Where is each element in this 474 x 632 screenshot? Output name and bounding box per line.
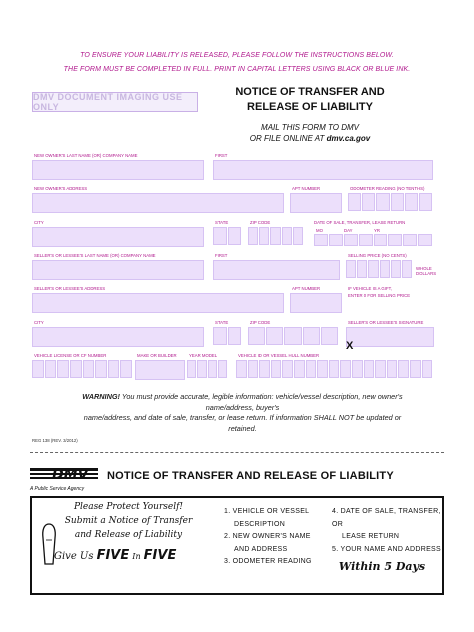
item-4b: LEASE RETURN	[342, 533, 400, 540]
seller-signature-field[interactable]	[346, 327, 434, 347]
warning-line-2: name/address, and date of sale, transfer, or lease return. If information SHALL NOT be updated or retained.	[83, 413, 402, 433]
plate-number-label: VEHICLE LICENSE OR CF NUMBER	[34, 353, 107, 358]
seller-name-label: SELLER'S OR LESSEE'S LAST NAME (OR) COMPANY NAME	[34, 253, 156, 258]
state-label-1: STATE	[215, 220, 229, 225]
submit-line-2: and Release of Liability	[74, 530, 183, 540]
item-5: 5. YOUR NAME AND ADDRESS	[332, 545, 441, 553]
new-owner-first-field[interactable]	[213, 160, 433, 180]
date-of-sale-label: DATE OF SALE, TRANSFER, LEASE RETURN	[314, 220, 406, 225]
dmv-imaging-stamp: DMV DOCUMENT IMAGING USE ONLY	[32, 92, 198, 112]
signature-x-mark: X	[346, 340, 354, 352]
seller-apt-field[interactable]	[290, 293, 342, 313]
new-owner-apt-field[interactable]	[290, 193, 342, 213]
gift-note-2: ENTER 0 FOR SELLING PRICE	[348, 293, 411, 298]
mail-prefix: OR FILE ONLINE AT	[249, 134, 325, 143]
zip-label-1: ZIP CODE	[250, 220, 271, 225]
give-us-text: Give Us	[54, 551, 94, 562]
first-name-label-1: FIRST	[215, 153, 228, 158]
dmv-logo	[30, 462, 98, 484]
give-us-five-line	[54, 548, 214, 563]
form-code: REG 138 (REV. 3/2012)	[32, 438, 78, 443]
mail-instructions-2	[230, 134, 390, 143]
date-yr-label: YR	[374, 228, 380, 233]
seller-zip-field[interactable]	[248, 327, 338, 345]
date-of-sale-field[interactable]	[314, 234, 432, 246]
seller-address-field[interactable]	[32, 293, 284, 313]
dmv-logo-text: DMV	[52, 467, 89, 483]
odometer-label: ODOMETER READING (NO TENTHS)	[350, 186, 425, 191]
odometer-field[interactable]	[348, 193, 432, 211]
within-five-days: Within 5 Days	[338, 560, 426, 573]
seller-name-field[interactable]	[32, 260, 204, 280]
warning-text	[70, 392, 415, 434]
new-owner-state-field[interactable]	[213, 227, 241, 245]
date-day-label: DAY	[344, 228, 353, 233]
new-owner-city-field[interactable]	[32, 227, 204, 247]
card-middle-list	[224, 506, 312, 569]
item-4a: 4. DATE OF SALE, TRANSFER, OR	[332, 508, 441, 528]
seller-first-field[interactable]	[213, 260, 340, 280]
tear-line	[30, 452, 444, 454]
instructions-line-2: THE FORM MUST BE COMPLETED IN FULL. PRINT IN CAPITAL LETTERS USING BLACK OR BLUE INK.	[63, 66, 411, 73]
city-label-1: CITY	[34, 220, 44, 225]
instructions-line-1: TO ENSURE YOUR LIABILITY IS RELEASED, PLEASE FOLLOW THE INSTRUCTIONS BELOW.	[80, 52, 394, 59]
year-model-label: YEAR MODEL	[189, 353, 218, 358]
stub-title: NOTICE OF TRANSFER AND RELEASE OF LIABILITY	[107, 470, 394, 482]
first-name-label-2: FIRST	[215, 253, 228, 258]
card-right-list	[332, 506, 442, 556]
apt-number-label-1: APT NUMBER	[292, 186, 321, 191]
form-title-line-2: RELEASE OF LIABILITY	[247, 101, 373, 113]
vin-field[interactable]	[236, 360, 432, 378]
seller-state-field[interactable]	[213, 327, 241, 345]
new-owner-address-field[interactable]	[32, 193, 284, 213]
date-mo-label: MO	[316, 228, 323, 233]
selling-price-field[interactable]	[346, 260, 412, 278]
selling-price-label: SELLING PRICE (NO CENTS)	[348, 253, 407, 258]
protect-yourself-text: Please Protect Yourself!	[73, 502, 184, 512]
mail-instructions-1: MAIL THIS FORM TO DMV	[261, 123, 359, 132]
new-owner-zip-field[interactable]	[248, 227, 303, 245]
seller-address-label: SELLER'S OR LESSEE'S ADDRESS	[34, 286, 106, 291]
card-left-panel	[32, 498, 212, 593]
make-label: MAKE OR BUILDER	[137, 353, 177, 358]
vin-label: VEHICLE ID OR VESSEL HULL NUMBER	[238, 353, 320, 358]
gift-note-1: IF VEHICLE IS A GIFT,	[348, 286, 392, 291]
five-text-2: FIVE	[143, 548, 177, 563]
item-2a: 2. NEW OWNER'S NAME	[224, 533, 311, 540]
item-3: 3. ODOMETER READING	[224, 558, 312, 565]
warning-label: WARNING!	[82, 392, 120, 401]
state-label-2: STATE	[215, 320, 229, 325]
new-owner-address-label: NEW OWNER'S ADDRESS	[34, 186, 88, 191]
new-owner-name-field[interactable]	[32, 160, 204, 180]
year-model-field[interactable]	[187, 360, 227, 378]
reminder-card	[30, 496, 444, 595]
item-2b: AND ADDRESS	[234, 545, 288, 553]
submit-line-1: Submit a Notice of Transfer	[64, 516, 193, 526]
item-1a: 1. VEHICLE OR VESSEL	[224, 508, 310, 515]
warning-line-1: You must provide accurate, legible information: vehicle/vessel description, new owner's name/address, buyer's	[119, 392, 403, 412]
whole-dollars-label: WHOLE DOLLARS	[416, 266, 437, 276]
apt-number-label-2: APT NUMBER	[292, 286, 321, 291]
zip-label-2: ZIP CODE	[250, 320, 271, 325]
new-owner-name-label: NEW OWNER'S LAST NAME (OR) COMPANY NAME	[34, 153, 138, 158]
signature-label: SELLER'S OR LESSEE'S SIGNATURE	[348, 320, 424, 325]
hand-illustration	[38, 520, 60, 570]
city-label-2: CITY	[34, 320, 44, 325]
dmv-url[interactable]: dmv.ca.gov	[326, 134, 371, 143]
make-field[interactable]	[135, 360, 185, 380]
five-text-1: FIVE	[96, 548, 130, 563]
form-title-line-1: NOTICE OF TRANSFER AND	[235, 86, 385, 98]
plate-number-field[interactable]	[32, 360, 132, 378]
seller-city-field[interactable]	[32, 327, 204, 347]
in-text: In	[132, 552, 141, 561]
item-1b: DESCRIPTION	[234, 520, 286, 528]
logo-tagline: A Public Service Agency	[30, 486, 85, 492]
